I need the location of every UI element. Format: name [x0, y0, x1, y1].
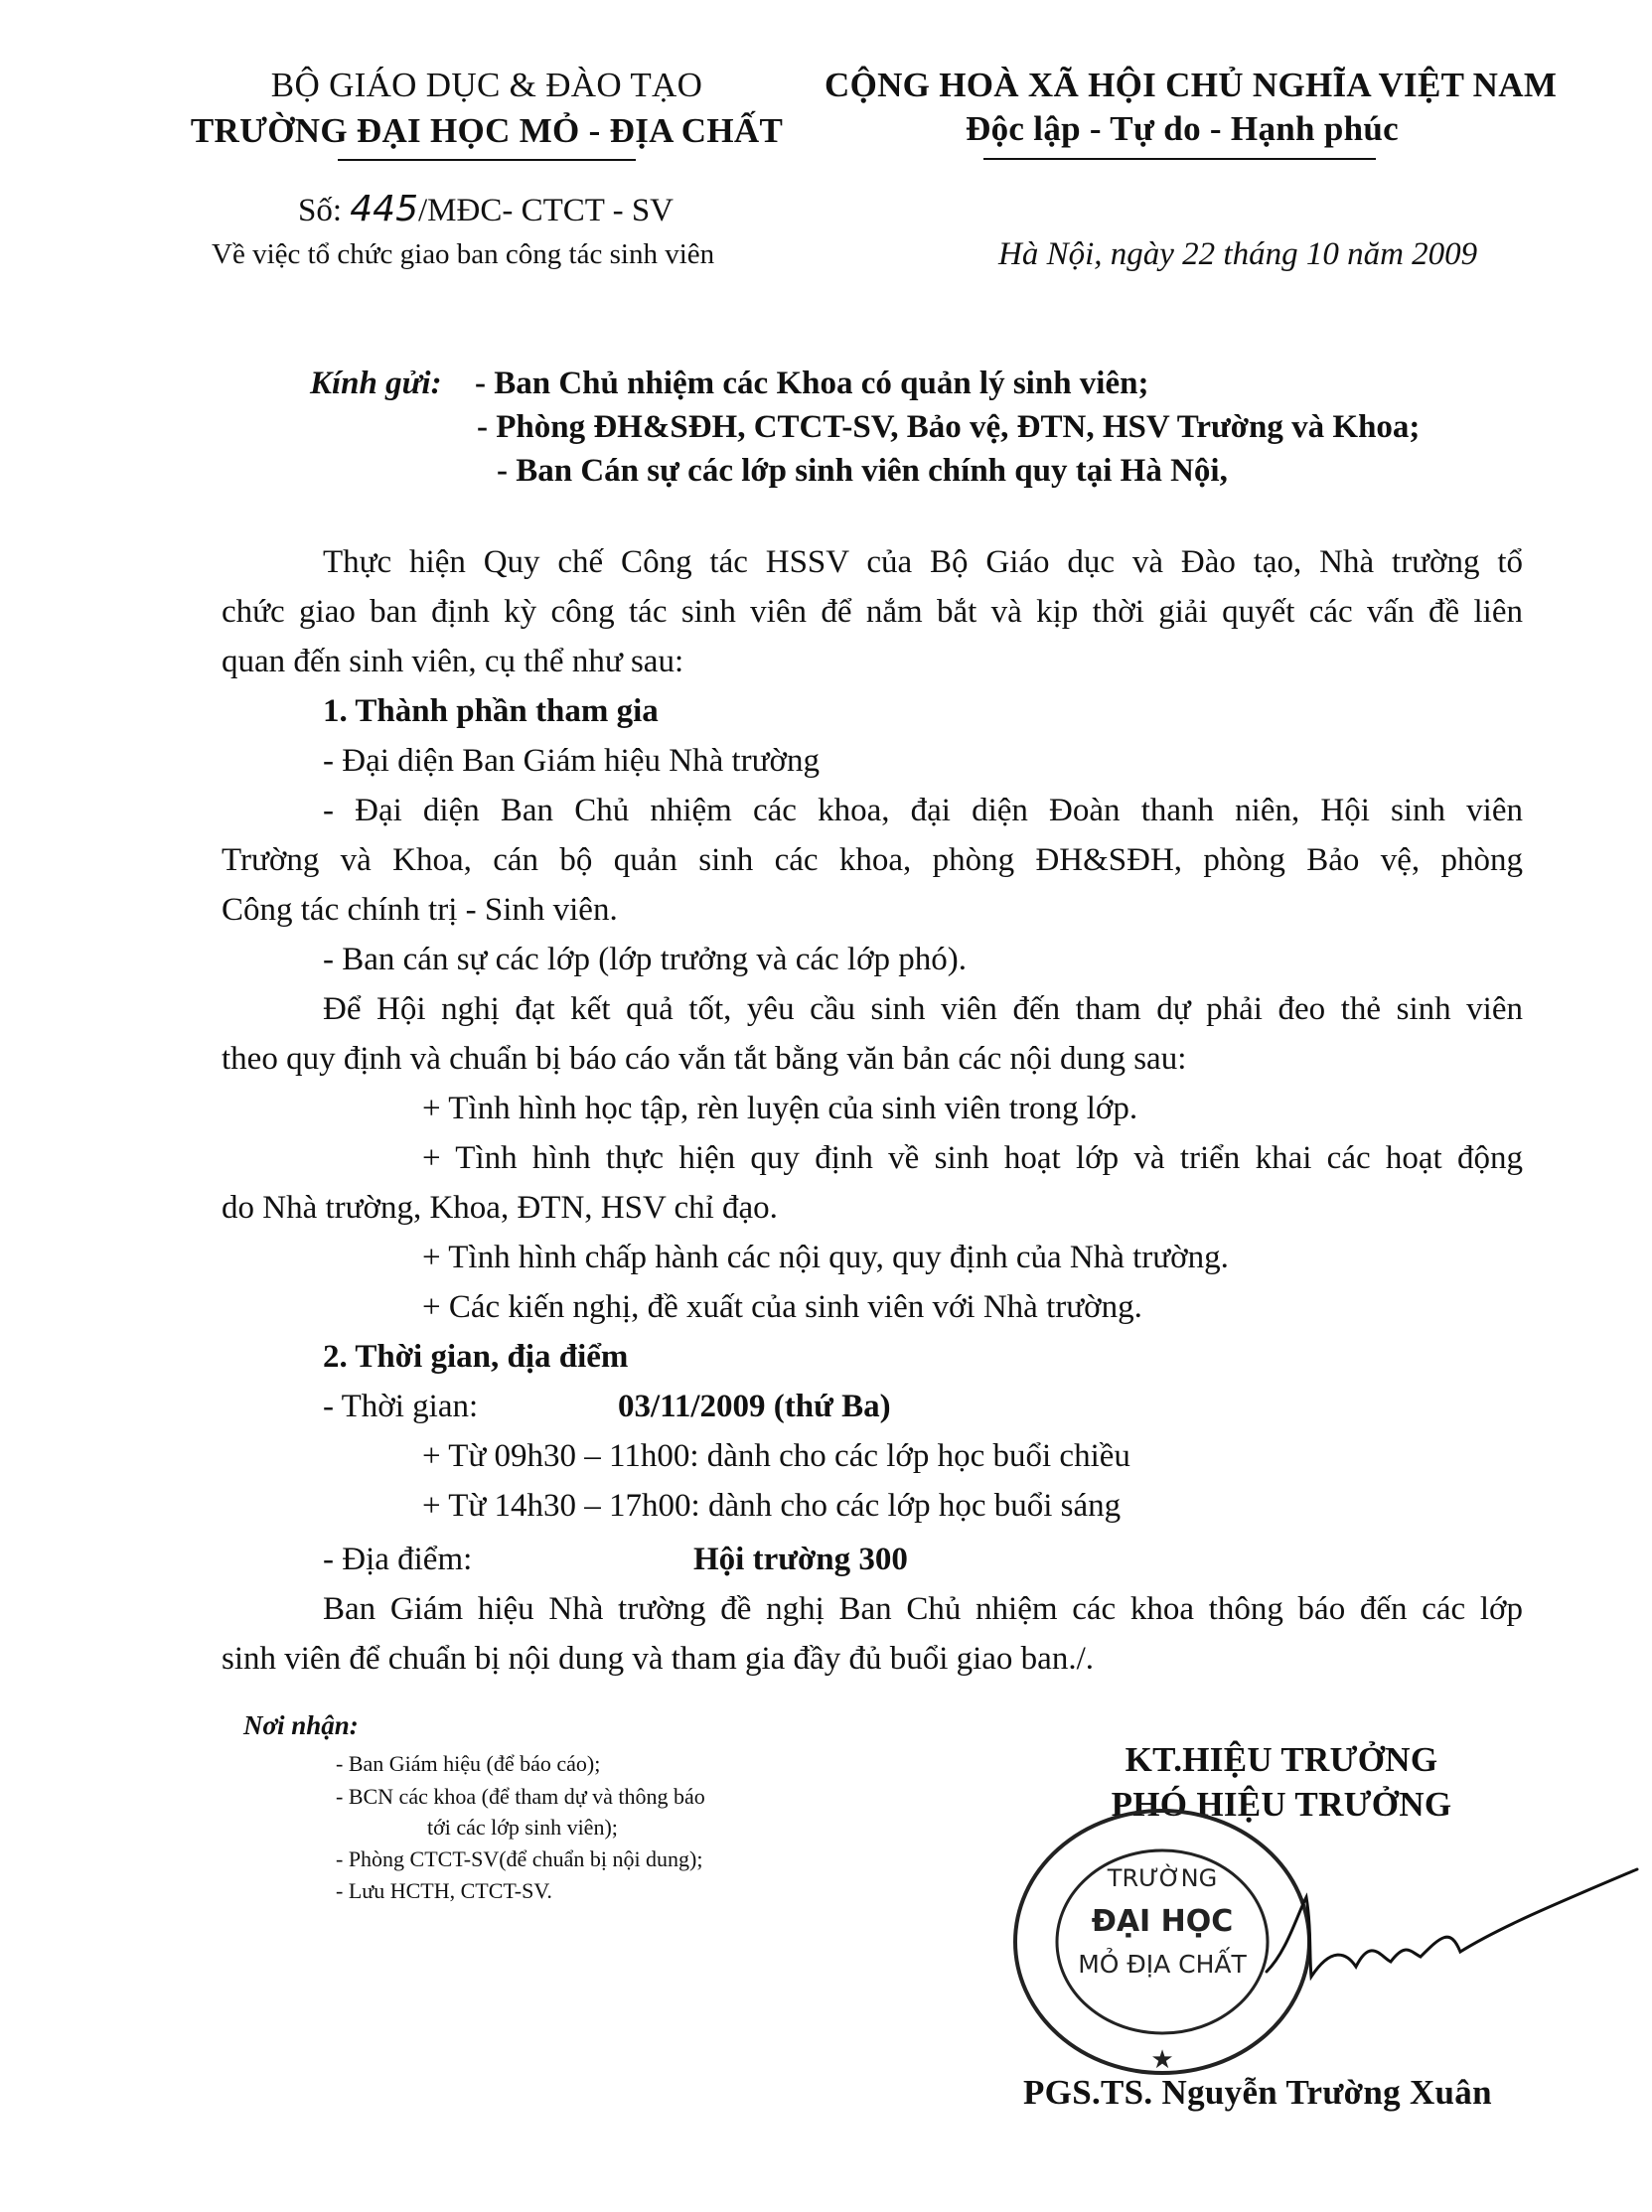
- closing-line: sinh viên để chuẩn bị nội dung và tham gia đầy đủ buổi giao ban./.: [222, 1641, 1094, 1677]
- time-slot: + Từ 14h30 – 17h00: dành cho các lớp học buổi sáng: [422, 1488, 1122, 1524]
- section1-title: 1. Thành phần tham gia: [323, 693, 659, 729]
- stamp-text-line: ĐẠI HỌC: [1091, 1904, 1234, 1939]
- distribution-item: tới các lớp sinh viên);: [427, 1815, 618, 1840]
- stamp-text-line: MỎ ĐỊA CHẤT: [1078, 1950, 1247, 1979]
- requirement-item: + Tình hình thực hiện quy định về sinh hoạt lớp và triển khai các hoạt động: [422, 1140, 1523, 1176]
- section2-title: 2. Thời gian, địa điểm: [323, 1339, 629, 1375]
- time-label: - Thời gian:: [323, 1389, 479, 1424]
- requirement-item: do Nhà trường, Khoa, ĐTN, HSV chỉ đạo.: [222, 1190, 778, 1226]
- school-name: TRƯỜNG ĐẠI HỌC MỎ - ĐỊA CHẤT: [190, 111, 784, 150]
- place-label: - Địa điểm:: [323, 1542, 473, 1577]
- country-name: CỘNG HOÀ XÃ HỘI CHỦ NGHĨA VIỆT NAM: [825, 66, 1558, 104]
- requirement-line: theo quy định và chuẩn bị báo cáo vắn tắt bằng văn bản các nội dung sau:: [222, 1041, 1187, 1077]
- s1-item: - Đại diện Ban Giám hiệu Nhà trường: [323, 743, 820, 779]
- s1-item: - Đại diện Ban Chủ nhiệm các khoa, đại diện Đoàn thanh niên, Hội sinh viên: [323, 793, 1523, 828]
- motto-underline: [983, 158, 1376, 160]
- recipients-label: Kính gửi:: [310, 366, 442, 401]
- distribution-title: Nơi nhận:: [243, 1710, 359, 1740]
- s1-item: - Ban cán sự các lớp (lớp trưởng và các lớp phó).: [323, 942, 968, 977]
- recipient-item: - Ban Cán sự các lớp sinh viên chính quy tại Hà Nội,: [497, 453, 1228, 489]
- number-suffix: /MĐC- CTCT - SV: [418, 193, 675, 228]
- place-value: Hội trường 300: [693, 1542, 908, 1577]
- document-date: Hà Nội, ngày 22 tháng 10 năm 2009: [998, 236, 1478, 272]
- time-value: 03/11/2009 (thứ Ba): [618, 1389, 891, 1424]
- signer-name: PGS.TS. Nguyễn Trường Xuân: [1023, 2073, 1492, 2112]
- requirement-item: + Tình hình chấp hành các nội quy, quy định của Nhà trường.: [422, 1240, 1229, 1275]
- closing-line: Ban Giám hiệu Nhà trường đề nghị Ban Chủ nhiệm các khoa thông báo đến các lớp: [323, 1591, 1523, 1627]
- document-number: [298, 189, 674, 229]
- distribution-item: - Phòng CTCT-SV(để chuẩn bị nội dung);: [336, 1846, 703, 1871]
- recipient-item: - Phòng ĐH&SĐH, CTCT-SV, Bảo vệ, ĐTN, HSV Trường và Khoa;: [477, 409, 1421, 445]
- distribution-item: - Lưu HCTH, CTCT-SV.: [336, 1878, 552, 1903]
- svg-text:★: ★: [1150, 2045, 1174, 2075]
- intro-line: chức giao ban định kỳ công tác sinh viên để nắm bắt và kịp thời giải quyết các vấn đề liên: [222, 594, 1523, 630]
- handwritten-signature: [1262, 1857, 1644, 2016]
- time-slot: + Từ 09h30 – 11h00: dành cho các lớp học buổi chiều: [422, 1438, 1130, 1474]
- recipient-item: - Ban Chủ nhiệm các Khoa có quản lý sinh viên;: [475, 366, 1149, 401]
- number-prefix: Số:: [298, 193, 343, 228]
- intro-line: quan đến sinh viên, cụ thể như sau:: [222, 644, 684, 679]
- requirement-item: + Tình hình học tập, rèn luyện của sinh viên trong lớp.: [422, 1091, 1138, 1126]
- document-subject: Về việc tổ chức giao ban công tác sinh viên: [212, 238, 715, 270]
- signature-title-1: KT.HIỆU TRƯỞNG: [1125, 1740, 1438, 1779]
- stamp-text-line: TRƯỜNG: [1107, 1864, 1218, 1892]
- number-handwritten: 445: [350, 189, 418, 229]
- requirement-line: Để Hội nghị đạt kết quả tốt, yêu cầu sinh viên đến tham dự phải đeo thẻ sinh viên: [323, 991, 1523, 1027]
- distribution-item: - Ban Giám hiệu (để báo cáo);: [336, 1751, 601, 1776]
- signature-title-2: PHÓ HIỆU TRƯỞNG: [1111, 1785, 1452, 1824]
- intro-line: Thực hiện Quy chế Công tác HSSV của Bộ Giáo dục và Đào tạo, Nhà trường tổ: [323, 544, 1523, 580]
- national-motto: Độc lập - Tự do - Hạnh phúc: [966, 109, 1399, 148]
- s1-item: Công tác chính trị - Sinh viên.: [222, 892, 618, 928]
- distribution-item: - BCN các khoa (để tham dự và thông báo: [336, 1784, 705, 1809]
- s1-item: Trường và Khoa, cán bộ quản sinh các khoa, phòng ĐH&SĐH, phòng Bảo vệ, phòng: [222, 842, 1523, 878]
- school-underline: [338, 159, 636, 161]
- ministry-name: BỘ GIÁO DỤC & ĐÀO TẠO: [270, 66, 703, 104]
- requirement-item: + Các kiến nghị, đề xuất của sinh viên với Nhà trường.: [422, 1289, 1142, 1325]
